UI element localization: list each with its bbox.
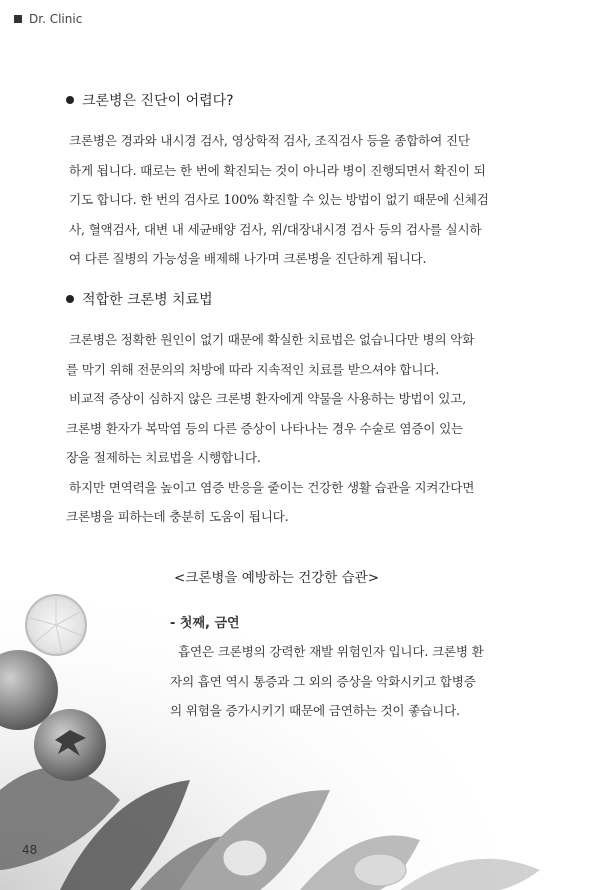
text-line: 기도 합니다. 한 번의 검사로 100% 확진할 수 있는 방법이 없기 때문에 신체검: [69, 192, 489, 207]
tip-subtitle: - 첫째, 금연: [170, 616, 240, 631]
tip-paragraph: [170, 637, 515, 726]
section-treatment: [66, 289, 514, 532]
text-line: 하지만 면역력을 높이고 염증 반응을 줄이는 건강한 생활 습관을 지켜간다면: [69, 479, 475, 495]
section-paragraph: [66, 126, 514, 274]
text-line: 자의 흡연 역시 통증과 그 외의 증상을 악화시키고 합병증: [170, 673, 476, 689]
section-diagnosis: [66, 90, 514, 274]
text-line: 크론병은 경과와 내시경 검사, 영상학적 검사, 조직검사 등을 종합하여 진단: [69, 133, 470, 148]
tip-title: <크론병을 예방하는 건강한 습관>: [174, 570, 380, 586]
text-line: 여 다른 질병의 가능성을 배제해 나가며 크론병을 진단하게 됩니다.: [69, 251, 427, 266]
section-paragraph: [66, 325, 514, 532]
text-line: 흡연은 크론병의 강력한 재발 위험인자 입니다. 크론병 환: [178, 644, 484, 659]
text-line: 크론병은 정확한 원인이 없기 때문에 확실한 치료법은 없습니다만 병의 악화: [69, 332, 475, 347]
header-title: Dr. Clinic: [29, 12, 83, 26]
page-number: 48: [22, 843, 38, 857]
prevention-tip: [170, 566, 515, 726]
text-line: 사, 혈액검사, 대변 내 세균배양 검사, 위/대장내시경 검사 등의 검사를 실시하: [69, 221, 482, 237]
text-line: 비교적 증상이 심하지 않은 크론병 환자에게 약물을 사용하는 방법이 있고,: [69, 391, 466, 406]
text-line: 크론병을 피하는데 충분히 도움이 됩니다.: [66, 509, 289, 524]
section-heading: [66, 90, 514, 110]
text-line: 하게 됩니다. 때로는 한 번에 확진되는 것이 아니라 병이 진행되면서 확진이 되: [69, 162, 486, 178]
text-line: 크론병 환자가 복막염 등의 다른 증상이 나타나는 경우 수술로 염증이 있는: [66, 420, 463, 436]
text-line: 의 위험을 증가시키기 때문에 금연하는 것이 좋습니다.: [170, 703, 460, 718]
section-heading-text: 적합한 크론병 치료법: [82, 292, 213, 308]
text-line: 를 막기 위해 전문의의 처방에 따라 지속적인 치료를 받으셔야 합니다.: [66, 361, 440, 377]
header-square-icon: [14, 15, 22, 23]
lemon-slice-icon: [26, 595, 86, 655]
bullet-icon: [66, 295, 74, 303]
text-line: 장을 절제하는 치료법을 시행합니다.: [66, 450, 261, 465]
section-heading-text: 크론병은 진단이 어렵다?: [82, 93, 234, 109]
bullet-icon: [66, 96, 74, 104]
running-header: [14, 12, 82, 26]
section-heading: [66, 289, 514, 309]
